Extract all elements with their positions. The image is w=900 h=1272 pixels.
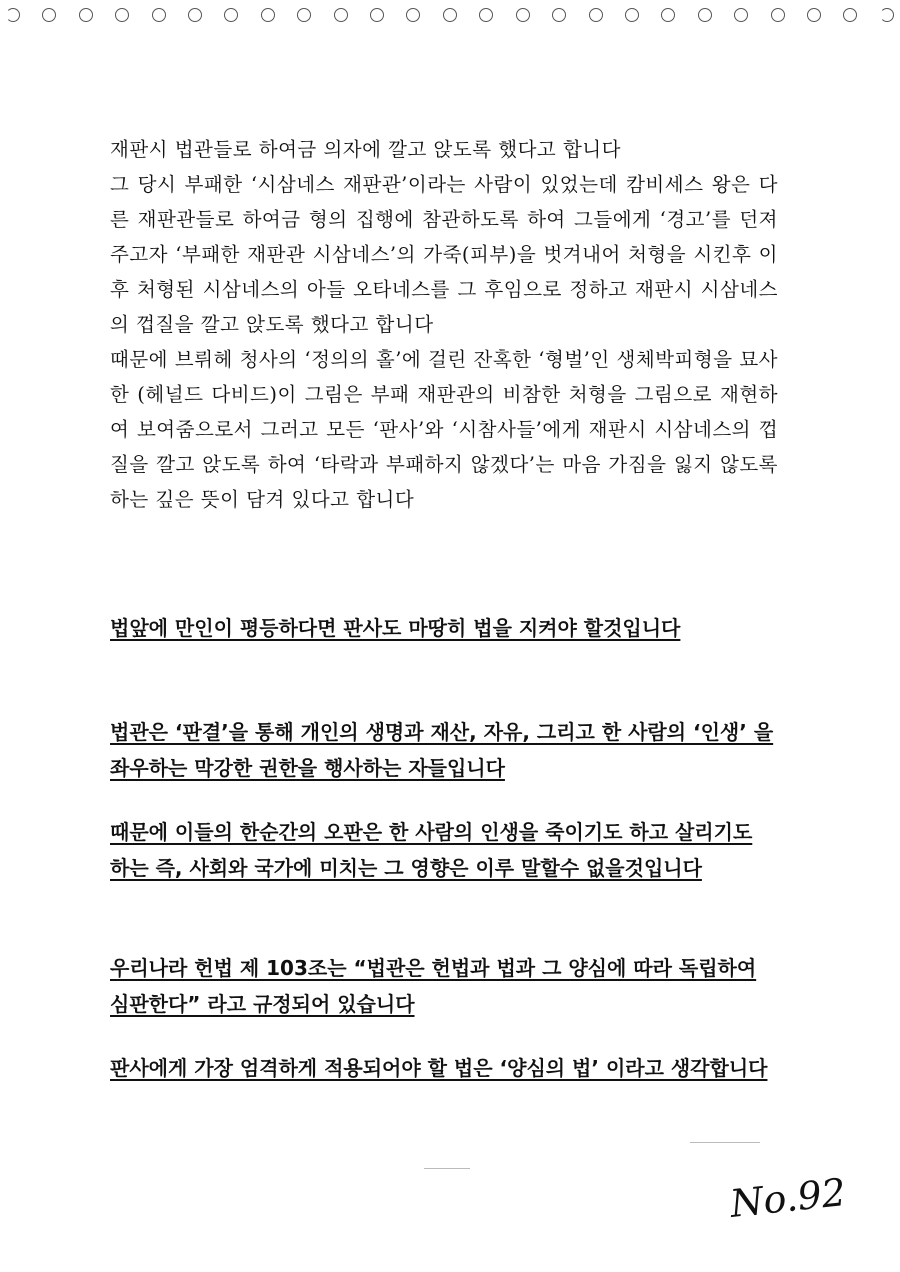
emphasis-statement-1: 법앞에 만인이 평등하다면 판사도 마땅히 법을 지켜야 할것입니다 xyxy=(110,616,681,640)
scan-mark xyxy=(690,1142,760,1143)
binder-hole xyxy=(734,8,748,22)
binder-hole xyxy=(6,8,20,22)
binder-hole xyxy=(516,8,530,22)
binder-hole xyxy=(42,8,56,22)
binder-hole xyxy=(552,8,566,22)
binder-hole xyxy=(406,8,420,22)
binder-holes xyxy=(0,8,900,32)
binder-hole xyxy=(661,8,675,22)
binder-hole xyxy=(188,8,202,22)
binder-hole xyxy=(297,8,311,22)
document-body xyxy=(110,132,778,1080)
binder-hole xyxy=(115,8,129,22)
emphasis-statement-3: 때문에 이들의 한순간의 오판은 한 사람의 인생을 죽이기도 하고 살리기도 하는 즉, 사회와 국가에 미치는 그 영향은 이루 말할수 없을것입니다 xyxy=(110,820,753,880)
binder-hole xyxy=(152,8,166,22)
binder-hole xyxy=(261,8,275,22)
binder-hole xyxy=(370,8,384,22)
emphasis-statement-2: 법관은 ‘판결’을 통해 개인의 생명과 재산, 자유, 그리고 한 사람의 ‘인생’ 을 좌우하는 막강한 권한을 행사하는 자들입니다 xyxy=(110,720,774,780)
binder-hole xyxy=(880,8,894,22)
binder-hole xyxy=(79,8,93,22)
binder-hole xyxy=(224,8,238,22)
paragraph-3: 때문에 브뤼헤 청사의 ‘정의의 홀’에 걸린 잔혹한 ‘형벌’인 생체박피형을 묘사한 (헤널드 다비드)이 그림은 부패 재판관의 비참한 처형을 그림으로 재현하여 보여줌으로서 그러고 모든 ‘판사’와 ‘시참사들’에게 재판시 시삼네스의 껍질을 깔고 앉도록 하여 ‘타락과 부패하지 않겠다’는 마음 가짐을 잃지 않도록 하는 깊은 뜻이 담겨 있다고 합니다 xyxy=(110,348,778,511)
page-number: No.92 xyxy=(728,1170,848,1226)
binder-hole xyxy=(771,8,785,22)
binder-hole xyxy=(625,8,639,22)
binder-hole xyxy=(443,8,457,22)
paragraph-2: 그 당시 부패한 ‘시삼네스 재판관’이라는 사람이 있었는데 캄비세스 왕은 다른 재판관들로 하여금 형의 집행에 참관하도록 하여 그들에게 ‘경고’를 던져주고자 ‘부패한 재판관 시삼네스’의 가죽(피부)을 벗겨내어 처형을 시킨후 이후 처형된 시삼네스의 아들 오타네스를 그 후임으로 정하고 재판시 시삼네스의 껍질을 깔고 앉도록 했다고 합니다 xyxy=(110,173,778,336)
binder-hole xyxy=(807,8,821,22)
binder-hole xyxy=(843,8,857,22)
scan-mark xyxy=(424,1168,470,1169)
paragraph-1: 재판시 법관들로 하여금 의자에 깔고 앉도록 했다고 합니다 xyxy=(110,138,621,161)
binder-hole xyxy=(479,8,493,22)
emphasis-statement-4: 우리나라 헌법 제 103조는 “법관은 헌법과 법과 그 양심에 따라 독립하여 심판한다” 라고 규정되어 있습니다 xyxy=(110,956,757,1016)
binder-hole xyxy=(698,8,712,22)
binder-hole xyxy=(589,8,603,22)
binder-hole xyxy=(334,8,348,22)
emphasis-statement-5: 판사에게 가장 엄격하게 적용되어야 할 법은 ‘양심의 법’ 이라고 생각합니다 xyxy=(110,1056,768,1080)
